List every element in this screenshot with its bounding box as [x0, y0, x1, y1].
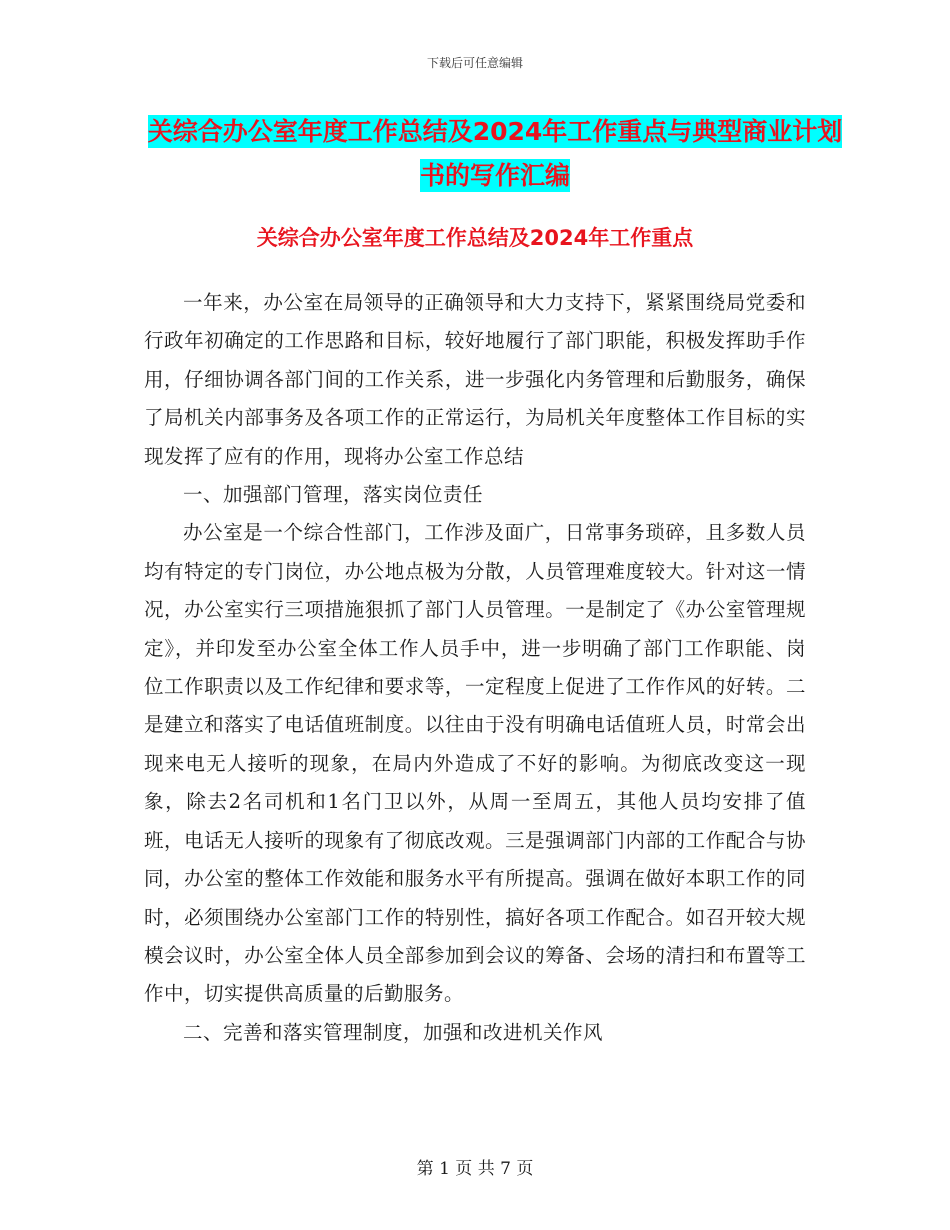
paragraph-section-1: 办公室是一个综合性部门，工作涉及面广，日常事务琐碎，且多数人员均有特定的专门岗位，办公地点极为分散，人员管理难度较大。针对这一情况，办公室实行三项措施狠抓了部门人员管理。一是制定了《办公室管理规定》，并印发至办公室全体工作人员手中，进一步明确了部门工作职能、岗位工作职责以及工作纪律和要求等，一定程度上促进了工作作风的好转。二是建立和落实了电话值班制度。以往由于没有明确电话值班人员，时常会出现来电无人接听的现象，在局内外造成了不好的影响。为彻底改变这一现象，除去2名司机和1名门卫以外，从周一至周五，其他人员均安排了值班，电话无人接听的现象有了彻底改观。三是强调部门内部的工作配合与协同，办公室的整体工作效能和服务水平有所提高。强调在做好本职工作的同时，必须围绕办公室部门工作的特别性，搞好各项工作配合。如召开较大规模会议时，办公室全体人员全部参加到会议的筹备、会场的清扫和布置等工作中，切实提供高质量的后勤服务。	[144, 521, 806, 1006]
document-body	[144, 284, 806, 1052]
document-title	[140, 110, 850, 198]
page-number: 第 1 页 共 7 页	[416, 1159, 534, 1179]
heading-section-1: 一、加强部门管理，落实岗位责任	[183, 483, 484, 507]
section-title: 关综合办公室年度工作总结及2024年工作重点	[256, 226, 694, 250]
page-header-note: 下载后可任意编辑	[426, 56, 523, 70]
heading-section-2: 二、完善和落实管理制度，加强和改进机关作风	[183, 1020, 604, 1044]
paragraph-intro: 一年来，办公室在局领导的正确领导和大力支持下，紧紧围绕局党委和行政年初确定的工作思路和目标，较好地履行了部门职能，积极发挥助手作用，仔细协调各部门间的工作关系，进一步强化内务管理和后勤服务，确保了局机关内部事务及各项工作的正常运行，为局机关年度整体工作目标的实现发挥了应有的作用，现将办公室工作总结	[144, 291, 806, 468]
document-title-text: 关综合办公室年度工作总结及2024年工作重点与典型商业计划书的写作汇编	[147, 117, 843, 190]
